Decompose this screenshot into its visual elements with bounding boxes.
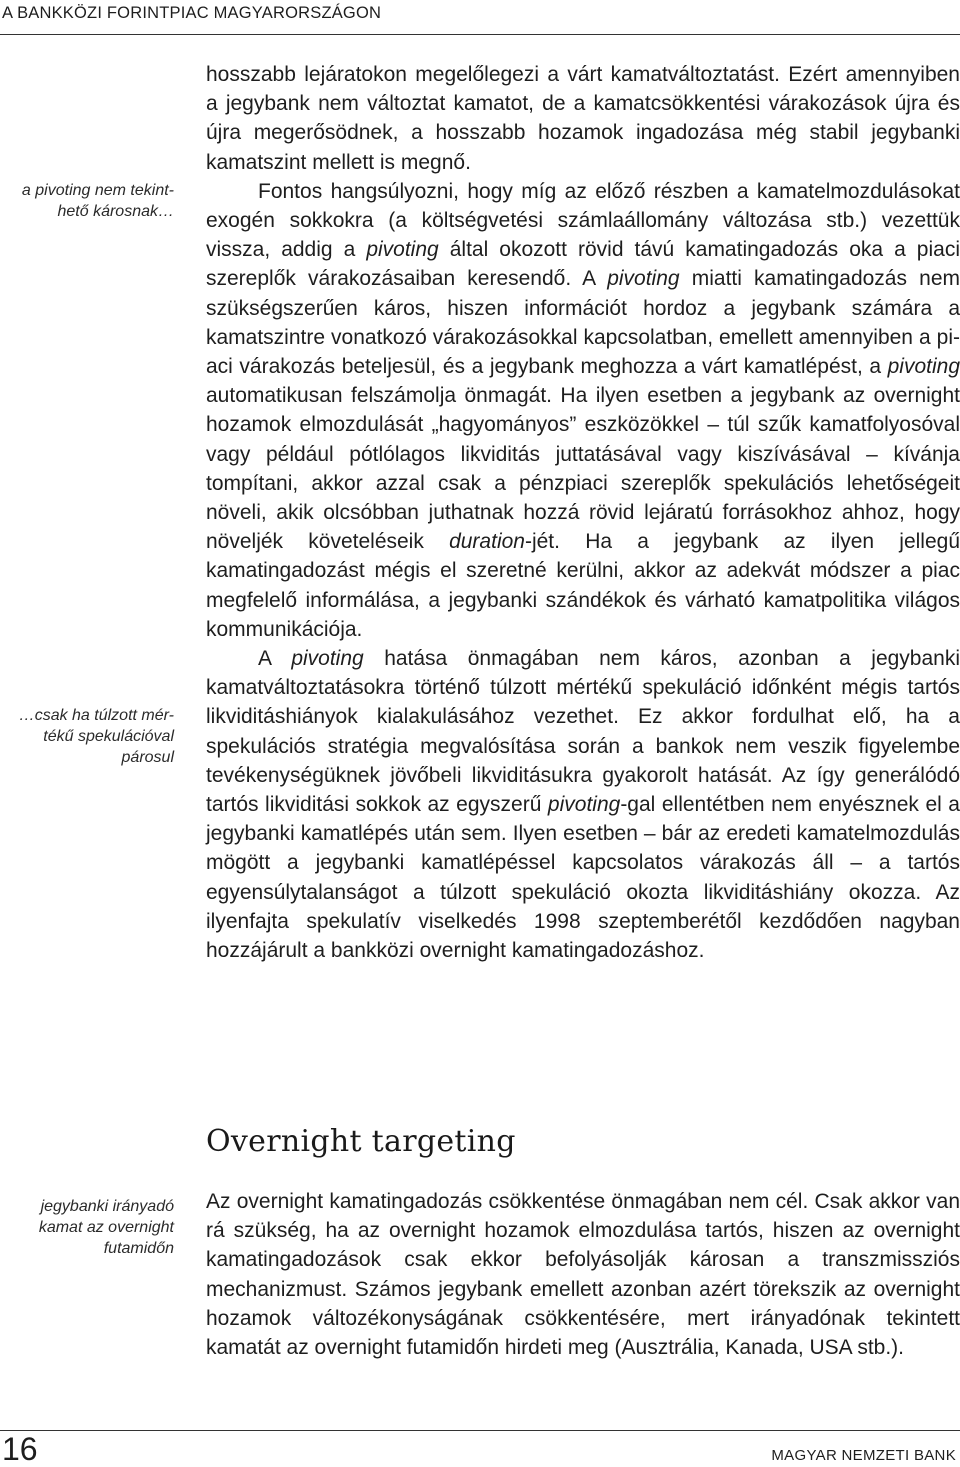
italic-term: pivoting — [887, 355, 960, 379]
text-run: Fontos hangsúlyozni, hogy míg az előző részben a kamatelmozdulásokat exogén sokkokra (a költségvetési számlaállomány változása stb.) vezettük vissza, addig a — [206, 179, 960, 262]
text-run: hatása önmagában nem káros, azonban a jegybanki kamatváltoztatásokra történő túlzott mértékű spekuláció időnként mégis tartós likviditáshiányok kialakulásához vezethet. Ez akkor fordulhat elő, ha a spekulációs stratégia megvalósítása során a bankok nem veszik figyelembe tevékenységüknek jövőbeli likviditásukra gyakorolt hatását. Az így generálódó tartós likviditási sokkok az egyszerű — [206, 647, 960, 817]
sidenote-line: futamidőn — [103, 1240, 174, 1257]
text-run: -jét. Ha a jegybank az ilyen jellegű kamatingadozást mégis el szeretné kerülni, akkor az adekvát módszer a piac megfelelő informálása, a jegybanki szándékok és várható kamatpolitika világos kommunikációja. — [206, 530, 960, 641]
sidenote-line: párosul — [121, 749, 174, 766]
sidenote-line: tékű spekulációval — [43, 728, 174, 745]
italic-term: pivoting — [607, 267, 680, 291]
header-rule — [0, 34, 960, 35]
section-paragraph: Az overnight kamatingadozás csökkentése önmagában nem cél. Csak akkor van rá szükség, ha az overnight hozamok elmozdulása tartós, hiszen az overnight kamatingadozások csak ekkor befolyásolják károsan a transzmissziós mechanizmust. Számos jegybank emellett azonban azért törekszik az overnight hozamok változékonyságának csökkentésére, mert irányadónak tekintett kamatát az overnight futamidőn hirdeti meg (Ausztrália, Kanada, USA stb.). — [206, 1190, 960, 1360]
body-paragraph-1: hosszabb lejáratokon megelőlegezi a várt kamatváltoztatást. Ezért amennyiben a jegybank nem változtat kamatot, de a kamatcsökkentési várakozások újra és újra megerősödnek, a hosszabb hozamok ingadozása még stabil jegybanki kamatszint mellett is megnő. — [206, 63, 960, 174]
section-body — [206, 1187, 960, 1362]
body-text — [206, 60, 960, 965]
sidenote-only-with-speculation — [4, 705, 174, 768]
sidenote-line: a pivoting nem tekint- — [21, 182, 174, 199]
body-paragraph-2 — [206, 177, 960, 644]
text-run: automatikusan felszámolja önmagát. Ha ilyen esetben a jegybank az overnight hozamok elmozdulását „hagyományos” eszközökkel – túl szűk kamatfolyosóval vagy például pótlólagos likviditás juttatásával vagy kiszívásával – kívánja tompítani, akkor azzal csak a pénzpiaci szereplők spekulációs lehetőségeit növeli, akik olcsóbban juthatnak hozzá rövid lejáratú forrásokhoz ahhoz, hogy növeljék követeléseik — [206, 384, 960, 554]
italic-term: duration — [449, 530, 525, 554]
sidenote-line: kamat az overnight — [38, 1219, 174, 1236]
sidenote-line: …csak ha túlzott mér- — [18, 707, 174, 724]
text-run: miatti kamatingadozás nem szükségszerűen káros, hiszen információt hordoz a jegybank számára a kamatszintre vonatkozó várakozásokkal kapcsolatban, emellett amennyiben a piaci várakozás beteljesül, és a jegybank meghozza a várt kamatlépést, a — [206, 267, 960, 379]
text-run: által okozott rövid távú kamatingadozás oka a piaci szereplők várakozásaiban keresendő. A — [206, 238, 960, 291]
sidenote-pivoting-not-harmful — [4, 180, 174, 222]
page-number: 16 — [2, 1431, 38, 1467]
running-header: A BANKKÖZI FORINTPIAC MAGYARORSZÁGON — [2, 4, 382, 22]
section-title: Overnight targeting — [206, 1124, 516, 1159]
body-paragraph-3 — [206, 644, 960, 965]
italic-term: pivoting — [291, 647, 364, 671]
footer-rule — [0, 1430, 960, 1431]
italic-term: pivoting — [366, 238, 439, 262]
italic-term: pivoting — [547, 793, 621, 817]
sidenote-line: jegybanki irányadó — [40, 1198, 174, 1215]
text-run: A — [258, 647, 292, 671]
text-run: -gal ellentétben nem enyésznek el a jegybanki kamatlépés után sem. Ilyen esetben – bár az eredeti kamatelmozdulás mögött a jegybanki kamatlépéssel kapcsolatos várakozás áll – a tartós egyensúlytalanságot a túlzott spekuláció okozta likviditáshiány okozza. Az ilyenfajta spekulatív viselkedés 1998 szeptemberétől kezdődően nagyban hozzájárult a bankközi overnight kamatingadozáshoz. — [206, 793, 960, 963]
sidenote-overnight-policy-rate — [4, 1196, 174, 1259]
sidenote-line: hető károsnak… — [57, 203, 174, 220]
publisher-name: MAGYAR NEMZETI BANK — [771, 1447, 956, 1464]
